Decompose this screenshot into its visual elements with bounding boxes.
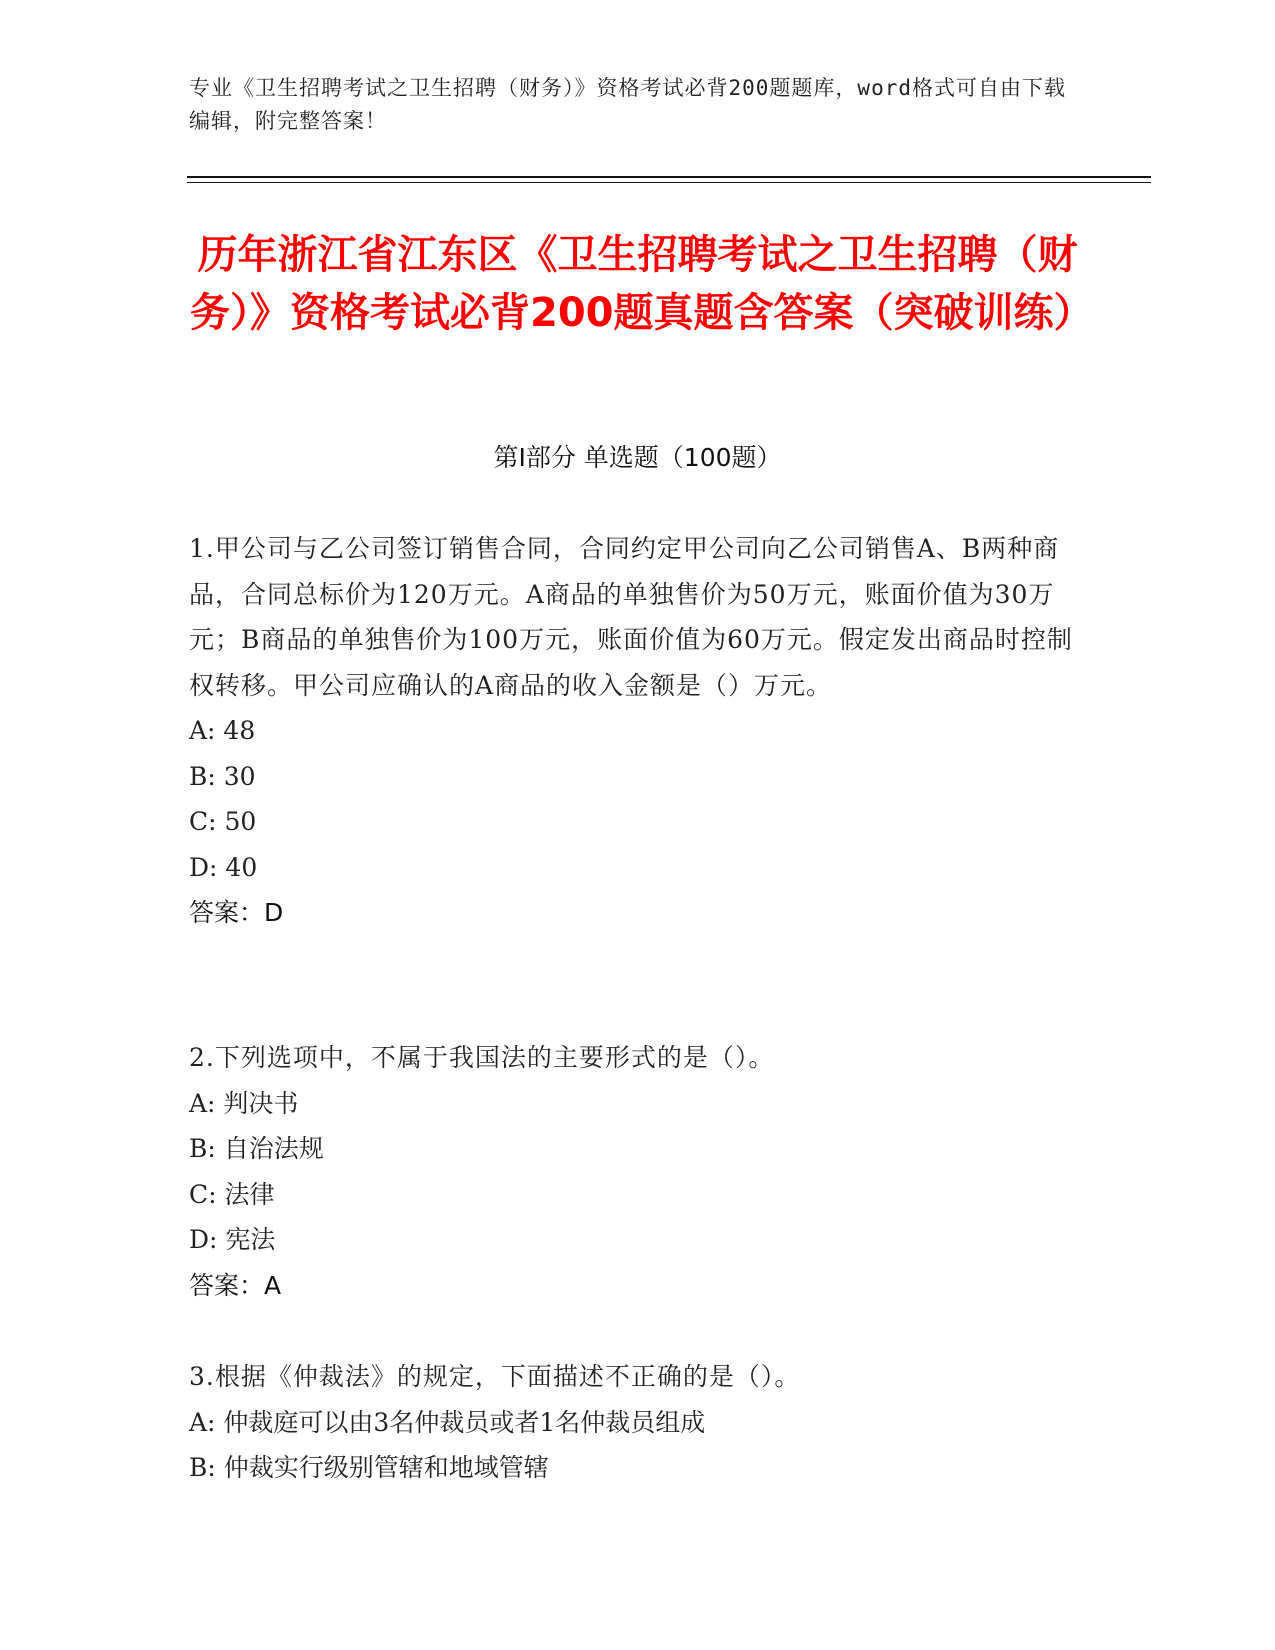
answer-line: 答案：A: [189, 1270, 282, 1300]
option-a: A: 48: [189, 716, 256, 745]
answer-line: 答案：D: [189, 898, 284, 927]
option-b: B: 30: [189, 761, 256, 791]
option-d: D: 40: [189, 852, 258, 882]
document-title: 历年浙江省江东区《卫生招聘考试之卫生招聘（财务）》资格考试必背200题真题含答案（突破训练）: [190, 232, 1094, 336]
header-divider-thick: [187, 176, 1151, 178]
option-b: B: 自治法规: [189, 1134, 324, 1163]
question-2: [189, 1035, 1089, 1308]
intro-text: 专业《卫生招聘考试之卫生招聘（财务）》资格考试必背200题题库，word格式可自由下载编辑，附完整答案！: [189, 76, 1066, 133]
option-b: B: 仲裁实行级别管辖和地域管辖: [189, 1453, 549, 1482]
question-1: [189, 526, 1089, 936]
section-heading: 第I部分 单选题（100题）: [493, 443, 782, 472]
question-stem: 3.根据《仲裁法》的规定，下面描述不正确的是（）。: [189, 1362, 801, 1391]
option-a: A: 判决书: [189, 1088, 299, 1118]
option-a: A: 仲裁庭可以由3名仲裁员或者1名仲裁员组成: [189, 1407, 706, 1437]
option-c: C: 法律: [189, 1179, 275, 1209]
option-d: D: 宪法: [189, 1225, 276, 1254]
question-stem: 1.甲公司与乙公司签订销售合同，合同约定甲公司向乙公司销售A、B两种商品，合同总标价为120万元。A商品的单独售价为50万元，账面价值为30万元；B商品的单独售价为100万元，账面价值为60万元。假定发出商品时控制权转移。甲公司应确认的A商品的收入金额是（）万元。: [189, 534, 1073, 700]
question-3: [189, 1354, 1089, 1491]
header-divider-thin: [187, 182, 1151, 183]
question-stem: 2.下列选项中，不属于我国法的主要形式的是（）。: [189, 1043, 775, 1072]
option-c: C: 50: [189, 807, 257, 836]
